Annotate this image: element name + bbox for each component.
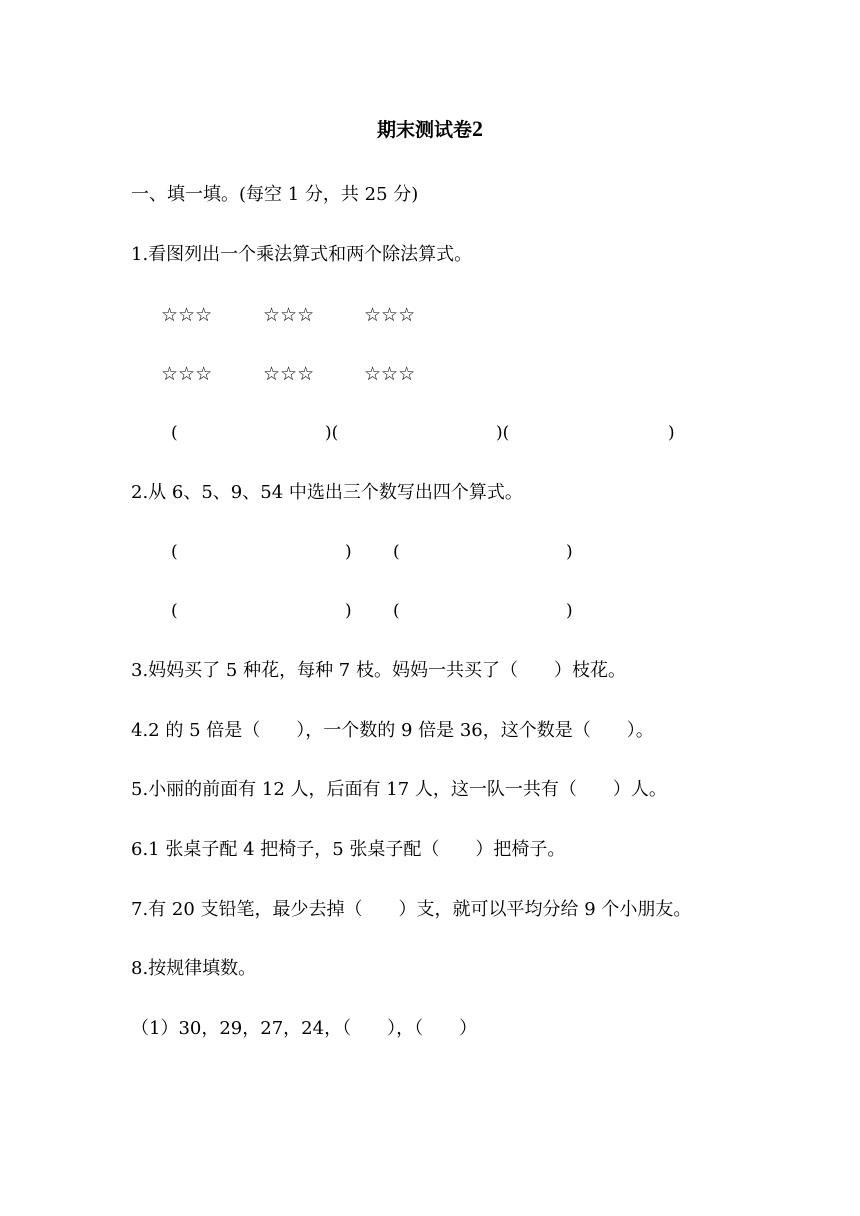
q2-r1-open-1: (: [171, 542, 178, 562]
q2-r2-open-1: (: [171, 601, 178, 621]
title-number: 2: [472, 116, 483, 141]
star-group-r2-1: ☆☆☆: [161, 363, 213, 385]
q1-blank-sep-1: )(: [325, 423, 339, 443]
star-group-r2-2: ☆☆☆: [263, 363, 315, 385]
q2-r2-close-1: ): [345, 601, 352, 621]
q2-r1-close-1: ): [345, 542, 352, 562]
question-3-text: 3.妈妈买了 5 种花，每种 7 枝。妈妈一共买了（ ）枝花。: [131, 660, 626, 681]
q2-r1-open-2: (: [393, 542, 400, 562]
question-8-text: 8.按规律填数。: [131, 958, 257, 979]
question-6-text: 6.1 张桌子配 4 把椅子，5 张桌子配（ ）把椅子。: [131, 839, 566, 860]
q1-blank-open: (: [171, 423, 178, 443]
section-heading: 一、填一填。(每空 1 分，共 25 分): [131, 184, 419, 205]
q1-blank-sep-2: )(: [496, 423, 510, 443]
question-2-text: 2.从 6、5、9、54 中选出三个数写出四个算式。: [131, 482, 523, 503]
question-1-text: 1.看图列出一个乘法算式和两个除法算式。: [131, 244, 473, 265]
star-group-r2-3: ☆☆☆: [364, 363, 416, 385]
q2-r1-close-2: ): [566, 542, 573, 562]
page-title: [0, 116, 860, 143]
star-group-r1-2: ☆☆☆: [263, 304, 315, 326]
q2-r2-close-2: ): [566, 601, 573, 621]
star-group-r1-3: ☆☆☆: [364, 304, 416, 326]
star-group-r1-1: ☆☆☆: [161, 304, 213, 326]
question-7-text: 7.有 20 支铅笔，最少去掉（ ）支，就可以平均分给 9 个小朋友。: [131, 899, 692, 920]
q1-blank-close: ): [668, 423, 675, 443]
q2-r2-open-2: (: [393, 601, 400, 621]
title-text: 期末测试卷: [376, 119, 472, 141]
question-8-sub-1: （1）30，29，27，24，（ ），（ ）: [131, 1018, 478, 1039]
question-4-text: 4.2 的 5 倍是（ ），一个数的 9 倍是 36，这个数是（ ）。: [131, 720, 654, 741]
question-5-text: 5.小丽的前面有 12 人，后面有 17 人，这一队一共有（ ）人。: [131, 779, 667, 800]
